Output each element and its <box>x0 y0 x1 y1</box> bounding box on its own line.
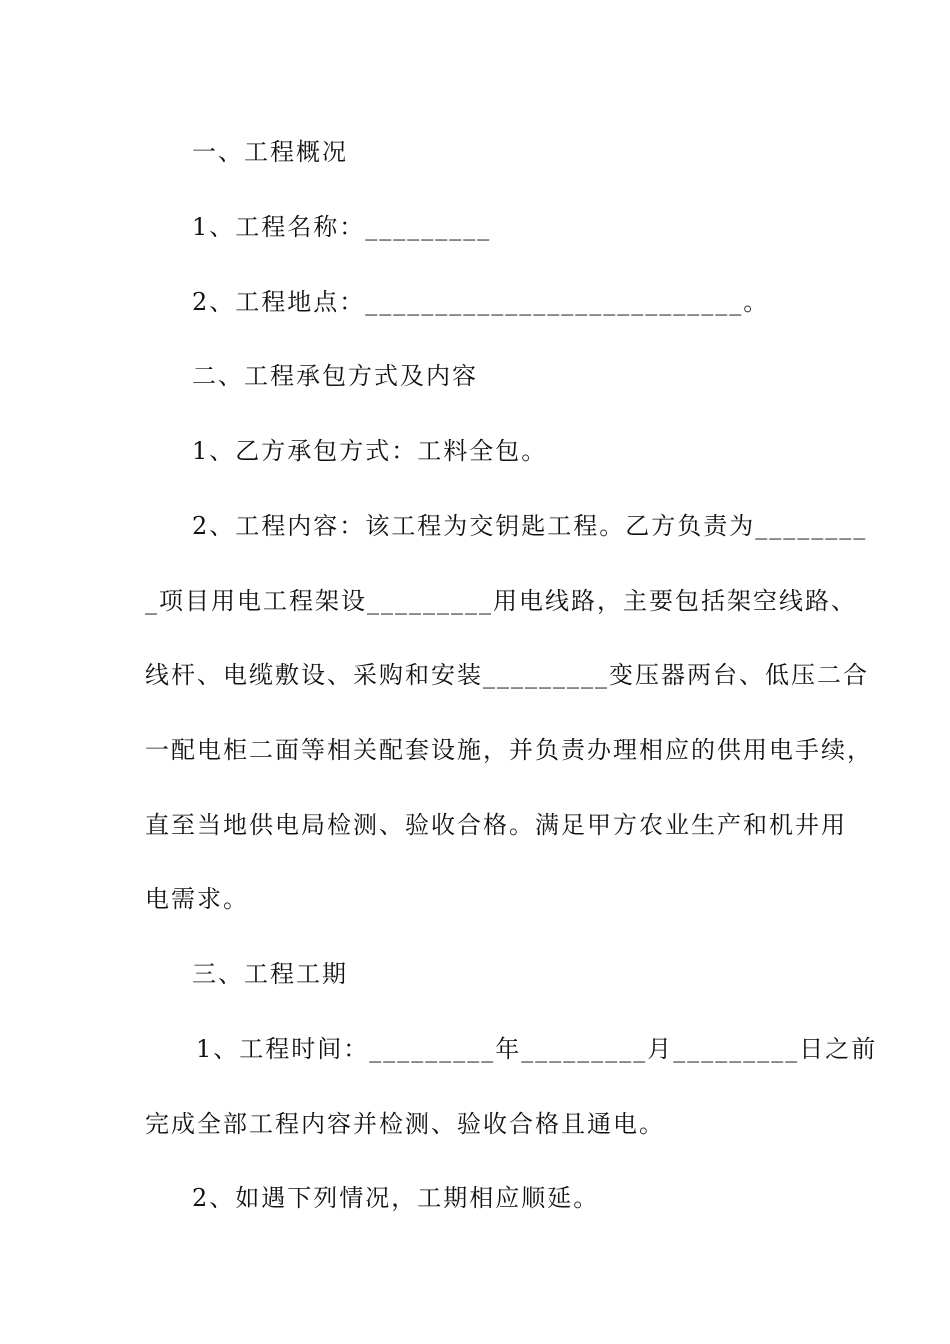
project-content-line-2: _项目用电工程架设_________用电线路，主要包括架空线路、 <box>145 587 857 615</box>
project-content-line-1: 2、工程内容：该工程为交钥匙工程。乙方负责为________ <box>192 512 868 540</box>
section-heading-schedule: 三、工程工期 <box>192 960 348 988</box>
project-name-line: 1、工程名称：_________ <box>192 213 492 241</box>
section-heading-overview: 一、工程概况 <box>192 138 348 166</box>
schedule-time-line-2: 完成全部工程内容并检测、验收合格且通电。 <box>145 1110 665 1138</box>
contract-method-line: 1、乙方承包方式：工料全包。 <box>192 437 548 465</box>
project-content-line-6: 电需求。 <box>145 885 249 913</box>
section-heading-contract-method: 二、工程承包方式及内容 <box>192 362 478 390</box>
schedule-extension-line: 2、如遇下列情况，工期相应顺延。 <box>192 1184 600 1212</box>
project-content-line-3: 线杆、电缆敷设、采购和安装_________变压器两台、低压二合 <box>145 661 869 689</box>
schedule-time-line-1: 1、工程时间：_________年_________月_________日之前 <box>196 1035 878 1063</box>
project-content-line-5: 直至当地供电局检测、验收合格。满足甲方农业生产和机井用 <box>145 811 847 839</box>
project-content-line-4: 一配电柜二面等相关配套设施，并负责办理相应的供用电手续， <box>145 736 873 764</box>
project-location-line: 2、工程地点：___________________________。 <box>192 288 770 316</box>
